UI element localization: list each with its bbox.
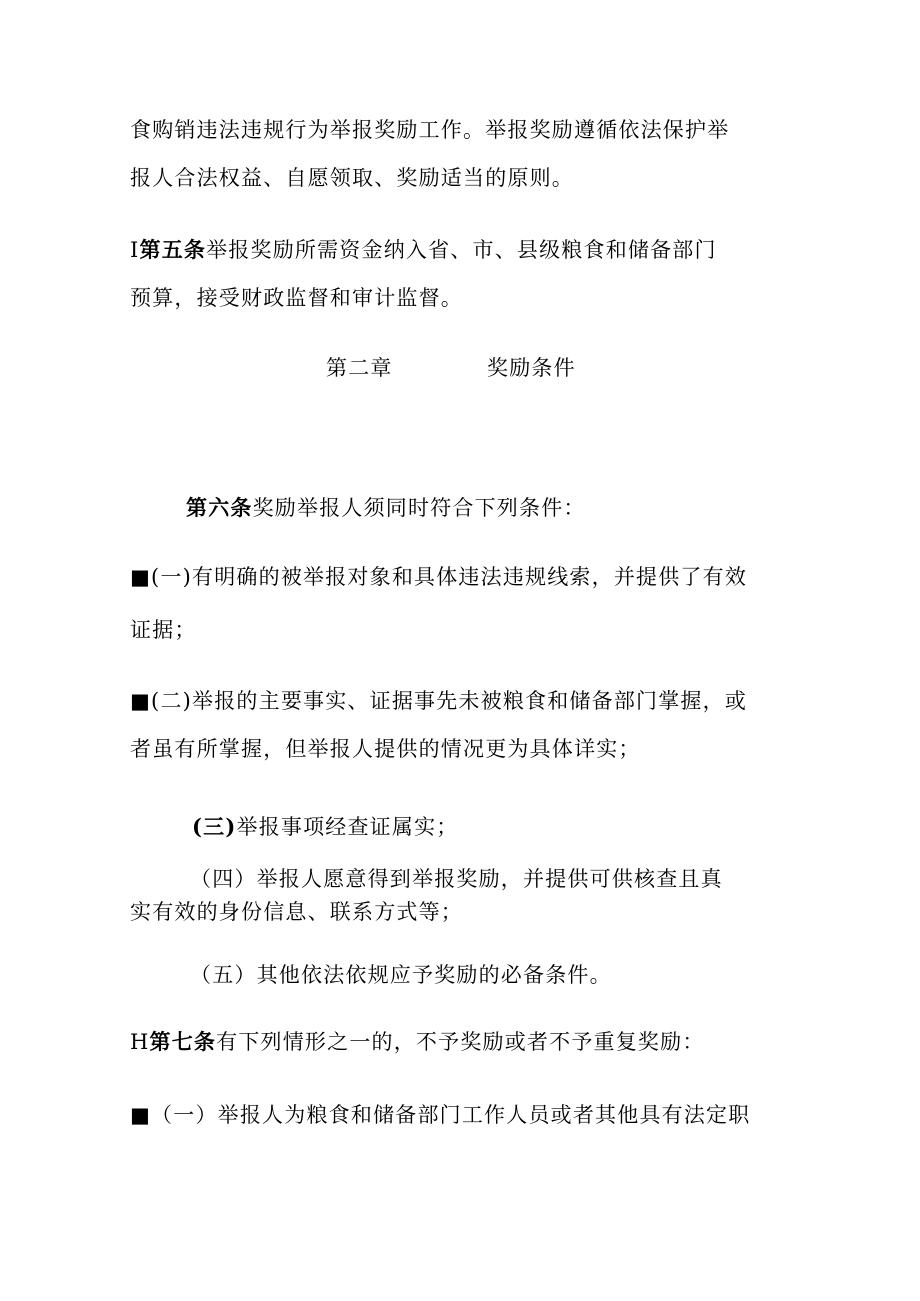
article-6-item-1-line-2: 证据； [130, 618, 197, 642]
article-6-item-4-line-2: 实有效的身份信息、联系方式等； [130, 900, 463, 924]
article-5-text: 举报奖励所需资金纳入省、市、县级粮食和储备部门 [206, 238, 717, 262]
article-6-item-3 [192, 813, 458, 841]
chapter-2-title: 奖励条件 [487, 356, 576, 380]
article-6-heading [186, 494, 586, 522]
article-6-text: 奖励举报人须同时符合下列条件： [252, 496, 586, 520]
article-7-heading [130, 1028, 705, 1056]
square-bullet-icon: ■ [130, 1103, 152, 1127]
item-text: (二)举报的主要事实、证据事先未被粮食和储备部门掌握，或 [151, 689, 748, 713]
item-number: (三) [192, 814, 237, 839]
square-bullet-icon: ■ [130, 689, 152, 713]
article-6-item-4-line-1: （四）举报人愿意得到举报奖励，并提供可供核查且真 [190, 867, 723, 891]
article-6-item-1-line-1 [130, 563, 747, 591]
item-text: (一)有明确的被举报对象和具体违法违规线索，并提供了有效 [151, 565, 748, 589]
article-7-item-1-line-1 [130, 1101, 750, 1129]
article-5-marker: I [130, 238, 140, 262]
article-5-label: 第五条 [139, 237, 207, 262]
article-6-item-2-line-2: 者虽有所掌握，但举报人提供的情况更为具体详实； [130, 737, 641, 761]
paragraph-intro-line-1: 食购销违法违规行为举报奖励工作。举报奖励遵循依法保护举 [130, 118, 730, 142]
item-text: （一）举报人为粮食和储备部门工作人员或者其他具有法定职 [151, 1103, 751, 1127]
square-bullet-icon: ■ [130, 565, 152, 589]
article-5-line-2: 预算，接受财政监督和审计监督。 [130, 286, 463, 310]
article-7-marker: H [130, 1030, 150, 1054]
paragraph-intro-line-2: 报人合法权益、自愿领取、奖励适当的原则。 [130, 166, 574, 190]
article-6-item-5: （五）其他依法依规应予奖励的必备条件。 [190, 963, 612, 987]
article-5-line-1 [130, 236, 717, 264]
article-6-label: 第六条 [186, 495, 253, 520]
article-7-label: 第七条 [149, 1029, 217, 1054]
item-text: 举报事项经查证属实； [236, 815, 459, 839]
chapter-2-number: 第二章 [326, 356, 393, 380]
article-6-item-2-line-1 [130, 687, 747, 715]
article-7-text: 有下列情形之一的，不予奖励或者不予重复奖励： [216, 1030, 705, 1054]
